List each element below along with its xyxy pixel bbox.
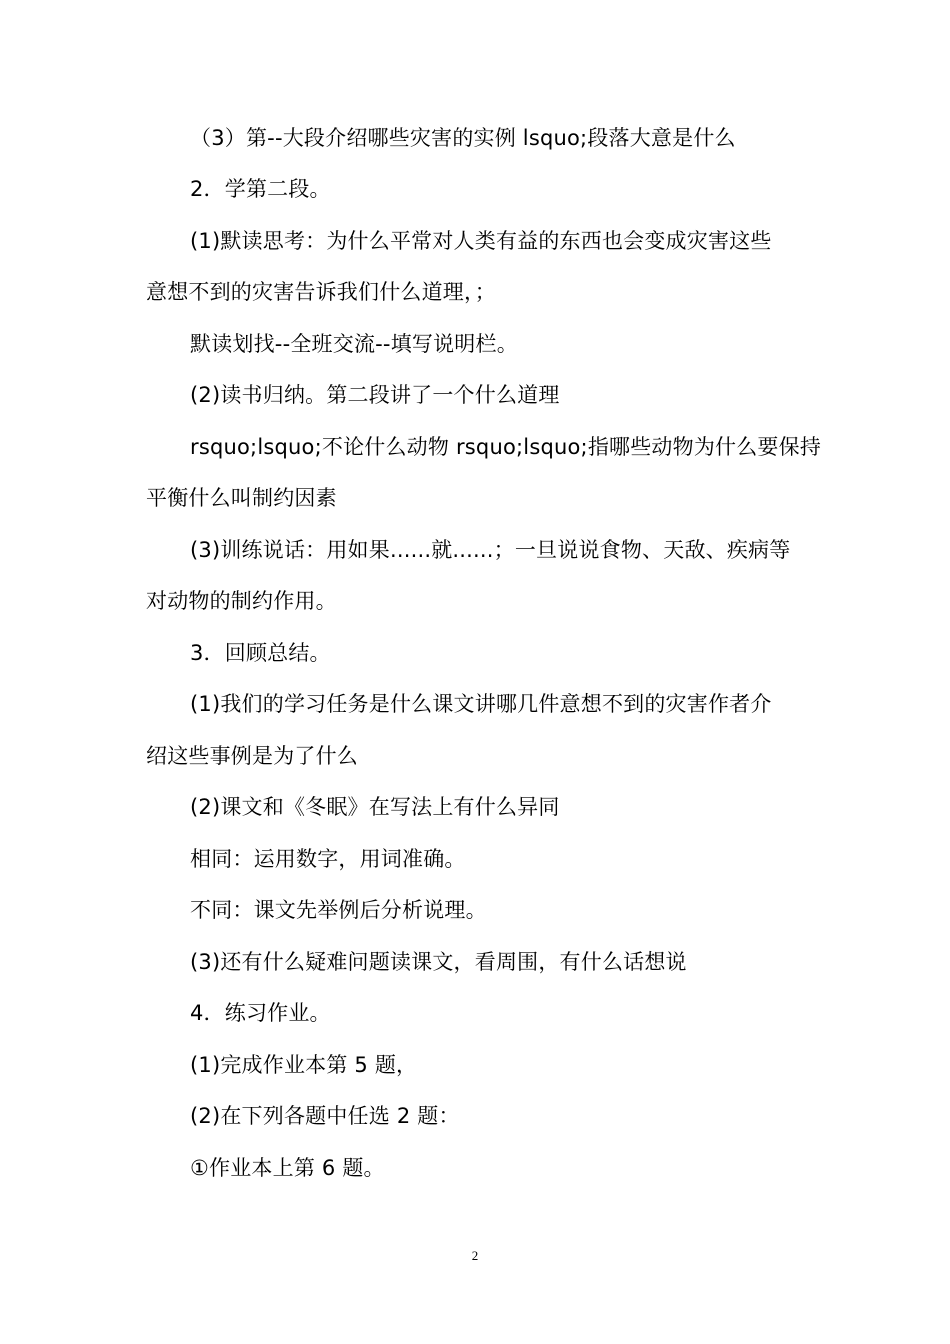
text-line: 对动物的制约作用。 (146, 589, 337, 613)
text-line: (1)默读思考：为什么平常对人类有益的东西也会变成灾害这些 (190, 229, 772, 253)
text-line: （3）第--大段介绍哪些灾害的实例 lsquo;段落大意是什么 (190, 126, 736, 150)
text-line: 不同：课文先举例后分析说理。 (190, 898, 487, 922)
text-line: (3)训练说话：用如果......就......；一旦说说食物、天敌、疾病等 (190, 538, 791, 562)
page-number: 2 (471, 1248, 479, 1263)
text-line: 意想不到的灾害告诉我们什么道理，； (146, 280, 496, 304)
text-line: 绍这些事例是为了什么 (146, 744, 358, 768)
section-heading: 3．回顾总结。 (190, 641, 331, 665)
text-line: (2)课文和《冬眠》在写法上有什么异同 (190, 795, 560, 819)
section-heading: 4．练习作业。 (190, 1001, 331, 1025)
text-line: (3)还有什么疑难问题读课文，看周围，有什么话想说 (190, 950, 687, 974)
text-line: (2)读书归纳。第二段讲了一个什么道理 (190, 383, 560, 407)
text-line: (1)完成作业本第 5 题， (190, 1053, 418, 1077)
text-line: (1)我们的学习任务是什么课文讲哪几件意想不到的灾害作者介 (190, 692, 772, 716)
text-line: 默读划找--全班交流--填写说明栏。 (190, 332, 518, 356)
text-line: (2)在下列各题中任选 2 题： (190, 1104, 460, 1128)
section-heading: 2．学第二段。 (190, 177, 331, 201)
text-line: 相同：运用数字，用词准确。 (190, 847, 466, 871)
text-line: 平衡什么叫制约因素 (146, 486, 337, 510)
text-line: rsquo;lsquo;不论什么动物 rsquo;lsquo;指哪些动物为什么要保持 (190, 435, 822, 459)
text-line: ①作业本上第 6 题。 (190, 1156, 385, 1180)
